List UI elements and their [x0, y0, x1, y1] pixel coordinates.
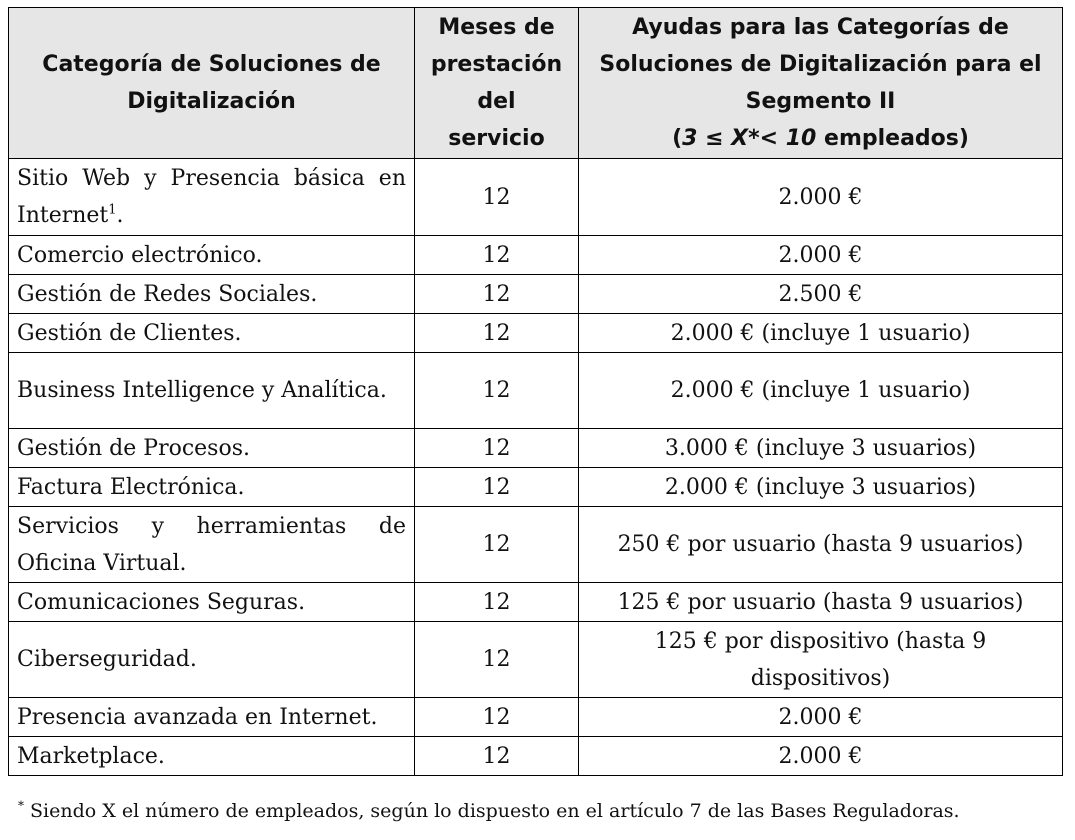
table-row [9, 583, 1063, 622]
row-aid: 2.000 € [579, 737, 1063, 776]
row-aid: 2.000 € (incluye 3 usuarios) [579, 468, 1063, 507]
row-category: Comercio electrónico. [9, 236, 415, 275]
header-aid-title: Ayudas para las Categorías de Soluciones de Digitalización para el Segmento II [599, 15, 1042, 114]
row-aid: 2.500 € [579, 275, 1063, 314]
row-category: Gestión de Clientes. [9, 314, 415, 353]
header-aid-tail: empleados) [816, 126, 969, 151]
row-aid: 2.000 € (incluye 1 usuario) [579, 314, 1063, 353]
table-header-row [9, 8, 1063, 159]
row-months: 12 [415, 737, 579, 776]
row-months: 12 [415, 159, 579, 236]
footnote [18, 800, 960, 822]
table-row [9, 353, 1063, 429]
row-category: Presencia avanzada en Internet. [9, 698, 415, 737]
footnote-text: Siendo X el número de empleados, según lo dispuesto en el artículo 7 de las Bases Reguladoras. [24, 800, 960, 822]
row-months: 12 [415, 468, 579, 507]
row-aid: 2.000 € [579, 236, 1063, 275]
table-row [9, 314, 1063, 353]
header-category: Categoría de Soluciones de Digitalización [9, 8, 415, 159]
table-container [8, 7, 1063, 776]
row-aid: 2.000 € (incluye 1 usuario) [579, 353, 1063, 429]
footnote-ref: 1 [108, 202, 117, 218]
row-months: 12 [415, 429, 579, 468]
row-months: 12 [415, 275, 579, 314]
row-category: Factura Electrónica. [9, 468, 415, 507]
row-category: Gestión de Procesos. [9, 429, 415, 468]
row-months: 12 [415, 622, 579, 698]
row-aid: 125 € por dispositivo (hasta 9 dispositivos) [579, 622, 1063, 698]
row-category: Comunicaciones Seguras. [9, 583, 415, 622]
row-aid: 250 € por usuario (hasta 9 usuarios) [579, 507, 1063, 583]
table-row [9, 236, 1063, 275]
row-aid: 2.000 € [579, 159, 1063, 236]
table-row [9, 737, 1063, 776]
row-category: Gestión de Redes Sociales. [9, 275, 415, 314]
header-aid-range: 3 ≤ X*< 10 [682, 126, 817, 151]
row-aid: 3.000 € (incluye 3 usuarios) [579, 429, 1063, 468]
table-row [9, 698, 1063, 737]
header-months: Meses de prestación del servicio [415, 8, 579, 159]
row-months: 12 [415, 314, 579, 353]
aid-table [8, 7, 1063, 776]
row-months: 12 [415, 583, 579, 622]
table-row [9, 622, 1063, 698]
table-row [9, 159, 1063, 236]
row-category: Marketplace. [9, 737, 415, 776]
table-row [9, 275, 1063, 314]
table-row [9, 507, 1063, 583]
row-category: Ciberseguridad. [9, 622, 415, 698]
row-months: 12 [415, 507, 579, 583]
header-aid-open: ( [672, 126, 683, 151]
row-months: 12 [415, 236, 579, 275]
row-category: Business Intelligence y Analítica. [9, 353, 415, 429]
table-row [9, 429, 1063, 468]
row-months: 12 [415, 698, 579, 737]
row-category: Sitio Web y Presencia básica en Internet$^1$. [9, 159, 415, 236]
row-months: 12 [415, 353, 579, 429]
row-aid: 2.000 € [579, 698, 1063, 737]
table-row [9, 468, 1063, 507]
row-category: Servicios y herramientas de Oficina Virtual. [9, 507, 415, 583]
footnote-mark: * [18, 798, 24, 813]
row-aid: 125 € por usuario (hasta 9 usuarios) [579, 583, 1063, 622]
header-aid [579, 8, 1063, 159]
